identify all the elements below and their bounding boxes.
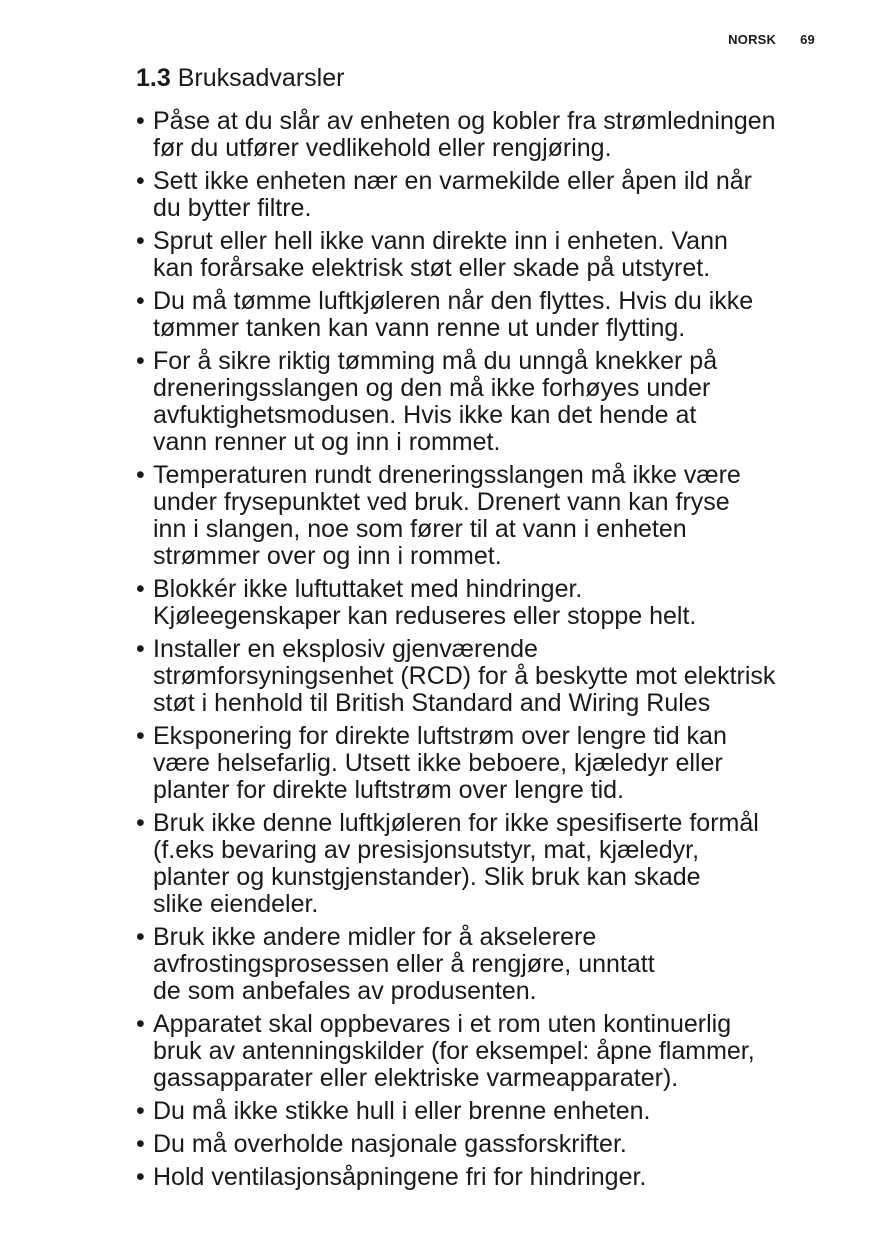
warnings-list	[136, 108, 826, 1191]
warning-text: Installer en eksplosiv gjenværende strømforsyningsenhet (RCD) for å beskytte mot elektrisk støt i henhold til British Standard and Wiring Rules	[153, 635, 776, 717]
list-item	[136, 168, 826, 222]
list-item	[136, 924, 826, 1005]
list-item	[136, 348, 826, 456]
bullet-icon: •	[136, 227, 145, 255]
bullet-icon: •	[136, 923, 145, 951]
bullet-icon: •	[136, 635, 145, 663]
list-item	[136, 1164, 826, 1191]
warning-text: Sett ikke enheten nær en varmekilde eller åpen ild når du bytter filtre.	[153, 167, 752, 222]
warning-text: Sprut eller hell ikke vann direkte inn i enheten. Vann kan forårsake elektrisk støt eller skade på utstyret.	[153, 227, 728, 282]
warning-text: Du må tømme luftkjøleren når den flyttes. Hvis du ikke tømmer tanken kan vann renne ut under flytting.	[153, 287, 754, 342]
section-title-text: Bruksadvarsler	[177, 64, 345, 92]
page-number: 69	[800, 32, 815, 47]
bullet-icon: •	[136, 722, 145, 750]
warning-text: Du må ikke stikke hull i eller brenne enheten.	[153, 1097, 651, 1125]
bullet-icon: •	[136, 1130, 145, 1158]
bullet-icon: •	[136, 1097, 145, 1125]
warning-text: Blokkér ikke luftuttaket med hindringer. Kjøleegenskaper kan reduseres eller stoppe helt.	[153, 575, 697, 630]
bullet-icon: •	[136, 347, 145, 375]
page-header	[728, 32, 815, 47]
bullet-icon: •	[136, 1010, 145, 1038]
warning-text: Apparatet skal oppbevares i et rom uten kontinuerlig bruk av antenningskilder (for eksempel: åpne flammer, gassapparater eller elektriske varmeapparater).	[153, 1010, 755, 1092]
list-item	[136, 810, 826, 918]
list-item	[136, 228, 826, 282]
language-label: NORSK	[728, 32, 777, 47]
list-item	[136, 1011, 826, 1092]
warning-text: Eksponering for direkte luftstrøm over lengre tid kan være helsefarlig. Utsett ikke beboere, kjæledyr eller planter for direkte luftstrøm over lengre tid.	[153, 722, 727, 804]
bullet-icon: •	[136, 107, 145, 135]
page-content	[136, 62, 826, 1197]
list-item	[136, 1131, 826, 1158]
list-item	[136, 288, 826, 342]
section-title	[136, 62, 826, 94]
warning-text: For å sikre riktig tømming må du unngå knekker på dreneringsslangen og den må ikke forhøyes under avfuktighetsmodusen. Hvis ikke kan det hende at vann renner ut og inn i rommet.	[153, 347, 718, 456]
warning-text: Bruk ikke denne luftkjøleren for ikke spesifiserte formål (f.eks bevaring av presisjonsutstyr, mat, kjæledyr, planter og kunstgjenstander). Slik bruk kan skade slike eiendeler.	[153, 809, 759, 918]
bullet-icon: •	[136, 809, 145, 837]
warning-text: Hold ventilasjonsåpningene fri for hindringer.	[153, 1163, 647, 1191]
warning-text: Bruk ikke andere midler for å akselerere avfrostingsprosessen eller å rengjøre, unntatt de som anbefales av produsenten.	[153, 923, 655, 1005]
list-item	[136, 576, 826, 630]
list-item	[136, 723, 826, 804]
bullet-icon: •	[136, 575, 145, 603]
warning-text: Påse at du slår av enheten og kobler fra strømledningen før du utfører vedlikehold eller rengjøring.	[153, 107, 776, 162]
list-item	[136, 108, 826, 162]
bullet-icon: •	[136, 287, 145, 315]
bullet-icon: •	[136, 167, 145, 195]
bullet-icon: •	[136, 461, 145, 489]
section-number: 1.3	[136, 64, 171, 92]
bullet-icon: •	[136, 1163, 145, 1191]
warning-text: Du må overholde nasjonale gassforskrifter.	[153, 1130, 627, 1158]
list-item	[136, 1098, 826, 1125]
list-item	[136, 636, 826, 717]
warning-text: Temperaturen rundt dreneringsslangen må ikke være under frysepunktet ved bruk. Drenert vann kan fryse inn i slangen, noe som fører til at vann i enheten strømmer over og inn i rommet.	[153, 461, 741, 570]
list-item	[136, 462, 826, 570]
